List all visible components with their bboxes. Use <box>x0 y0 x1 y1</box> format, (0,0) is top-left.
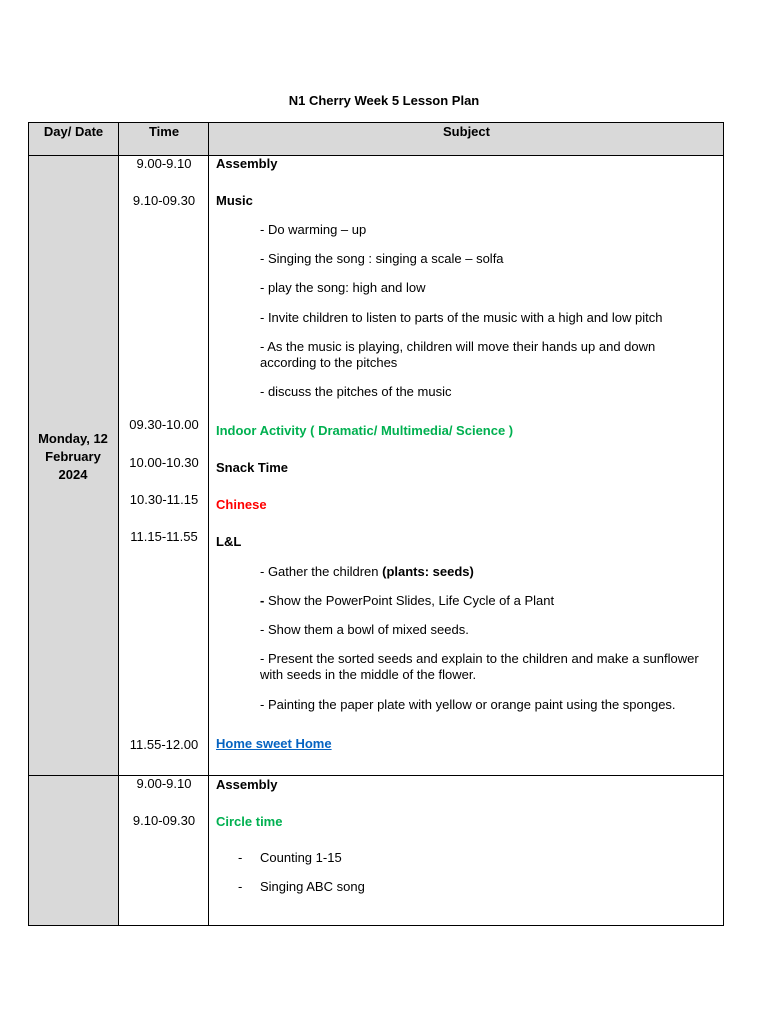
music-item: - As the music is playing, children will move their hands up and down according to the pitches <box>260 339 656 370</box>
day1-date-line3: 2024 <box>58 467 88 482</box>
header-subject-label: Subject <box>443 124 490 139</box>
music-item: - Do warming – up <box>260 222 367 237</box>
table-border-right <box>723 122 724 926</box>
ll-item-emphasis: (plants: seeds) <box>382 564 474 579</box>
ll-item-text: Show the PowerPoint Slides, Life Cycle of a Plant <box>267 593 555 608</box>
table-border-top <box>28 122 724 123</box>
ll-item-dash: - <box>260 593 268 608</box>
subject-ll: L&L <box>216 534 242 549</box>
music-item: - discuss the pitches of the music <box>260 384 452 399</box>
time-slot: 11.55-12.00 <box>129 737 199 752</box>
subject-assembly: Assembly <box>216 777 278 792</box>
ll-item <box>260 593 710 609</box>
lesson-plan-table <box>28 122 724 926</box>
time-slot: 09.30-10.00 <box>129 417 199 432</box>
bullet-dash: - <box>238 850 243 865</box>
ll-item: - Show them a bowl of mixed seeds. <box>260 622 469 637</box>
time-slot: 9.00-9.10 <box>136 776 192 791</box>
bullet-dash: - <box>238 879 243 894</box>
circle-time-item: Counting 1-15 <box>260 850 342 865</box>
day1-date-line1: Monday, 12 <box>38 431 108 446</box>
ll-item: - Present the sorted seeds and explain to the children and make a sunflower with seeds in the middle of the flower. <box>260 651 699 682</box>
subject-assembly: Assembly <box>216 156 278 171</box>
day1-date <box>28 430 118 484</box>
subject-circle-time: Circle time <box>216 814 283 829</box>
table-border-bottom <box>28 925 724 926</box>
time-slot: 9.10-09.30 <box>132 813 196 828</box>
subject-snack-time: Snack Time <box>216 460 289 475</box>
home-sweet-home-link[interactable]: Home sweet Home <box>216 736 332 751</box>
time-slot: 9.10-09.30 <box>132 193 196 208</box>
time-slot: 11.15-11.55 <box>130 529 198 544</box>
ll-item: - Painting the paper plate with yellow or orange paint using the sponges. <box>260 697 676 712</box>
music-item: - Singing the song : singing a scale – solfa <box>260 251 504 266</box>
table-border-left <box>28 122 29 926</box>
day1-date-line2: February <box>45 449 101 464</box>
subject-chinese: Chinese <box>216 497 267 512</box>
time-slot: 10.00-10.30 <box>129 455 199 470</box>
circle-time-item: Singing ABC song <box>260 879 365 894</box>
column-divider-day <box>118 122 119 926</box>
header-time <box>119 122 209 155</box>
music-item: - Invite children to listen to parts of the music with a high and low pitch <box>260 310 663 325</box>
column-divider-time <box>208 122 209 926</box>
subject-indoor-activity: Indoor Activity ( Dramatic/ Multimedia/ Science ) <box>216 423 514 438</box>
day2-cell <box>28 776 119 926</box>
header-day-date <box>28 122 119 155</box>
subject-music: Music <box>216 193 253 208</box>
ll-item-text: - Gather the children <box>260 564 383 579</box>
time-slot: 9.00-9.10 <box>136 156 192 171</box>
ll-item <box>260 564 710 580</box>
music-item: - play the song: high and low <box>260 280 426 295</box>
page-title: N1 Cherry Week 5 Lesson Plan <box>288 93 480 108</box>
header-day-date-label: Day/ Date <box>43 124 104 139</box>
header-subject <box>209 122 724 155</box>
header-time-label: Time <box>148 124 180 139</box>
time-slot: 10.30-11.15 <box>129 492 199 507</box>
